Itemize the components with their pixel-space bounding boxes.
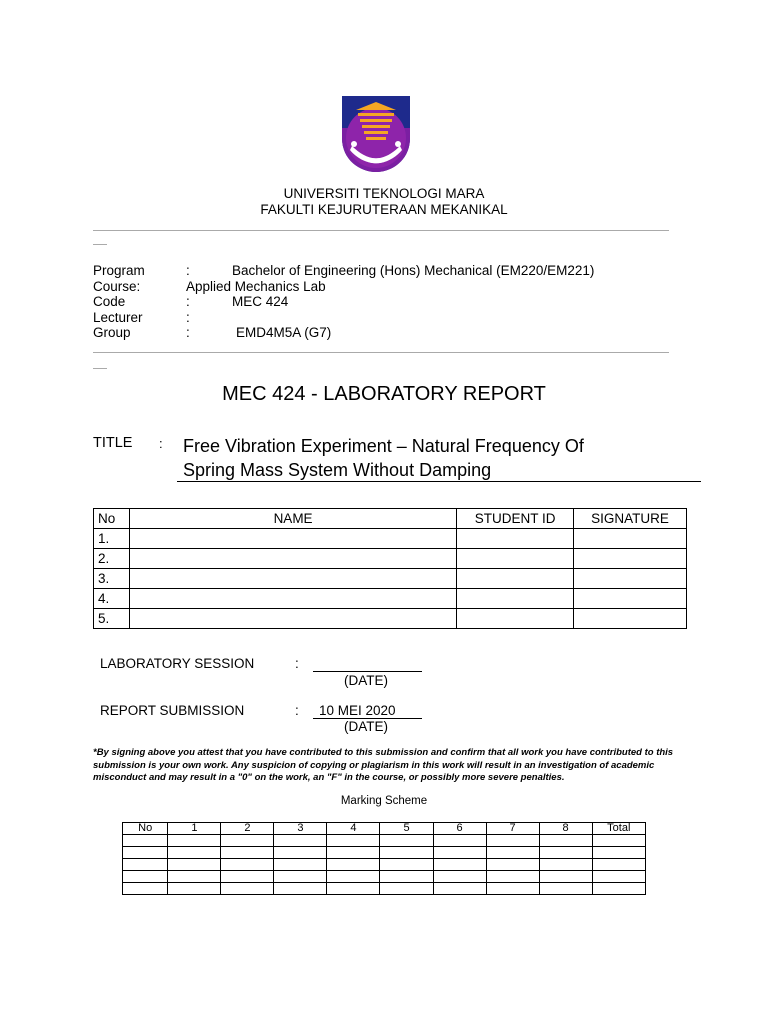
student-id-cell[interactable] xyxy=(457,569,574,589)
marks-cell[interactable] xyxy=(274,847,327,859)
name-cell[interactable] xyxy=(129,529,456,549)
title-underline xyxy=(177,481,701,482)
marks-cell[interactable] xyxy=(123,847,168,859)
table-row xyxy=(123,883,646,895)
table-row xyxy=(123,871,646,883)
column-header-no: No xyxy=(94,509,130,529)
marks-cell[interactable] xyxy=(539,847,592,859)
report-title-line-2: Spring Mass System Without Damping xyxy=(183,460,492,480)
lab-session-date-field[interactable] xyxy=(313,656,422,672)
marks-cell[interactable] xyxy=(123,835,168,847)
marks-cell[interactable] xyxy=(592,847,645,859)
divider xyxy=(93,230,669,231)
signature-cell[interactable] xyxy=(574,589,687,609)
marks-cell[interactable] xyxy=(592,835,645,847)
marks-header-6: 6 xyxy=(433,823,486,835)
marks-cell[interactable] xyxy=(592,883,645,895)
marks-cell[interactable] xyxy=(274,859,327,871)
table-header-row xyxy=(123,823,646,835)
row-number: 3. xyxy=(94,569,130,589)
marks-cell[interactable] xyxy=(221,859,274,871)
marks-cell[interactable] xyxy=(539,835,592,847)
report-submission-date-caption: (DATE) xyxy=(344,719,388,734)
marks-cell[interactable] xyxy=(433,871,486,883)
marks-cell[interactable] xyxy=(539,859,592,871)
report-submission-label: REPORT SUBMISSION xyxy=(100,703,245,718)
divider xyxy=(93,244,107,245)
table-row xyxy=(94,529,687,549)
marks-cell[interactable] xyxy=(539,871,592,883)
code-label: Code xyxy=(93,294,126,309)
signature-cell[interactable] xyxy=(574,549,687,569)
marks-cell[interactable] xyxy=(327,835,380,847)
marks-cell[interactable] xyxy=(221,883,274,895)
program-label: Program xyxy=(93,263,145,278)
lab-session-date-caption: (DATE) xyxy=(344,673,388,688)
code-colon: : xyxy=(186,294,190,309)
marks-cell[interactable] xyxy=(433,835,486,847)
code-value: MEC 424 xyxy=(232,294,289,309)
lab-session-label: LABORATORY SESSION xyxy=(100,656,255,671)
row-number: 1. xyxy=(94,529,130,549)
marks-cell[interactable] xyxy=(123,883,168,895)
marks-cell[interactable] xyxy=(123,871,168,883)
table-row xyxy=(94,609,687,629)
marks-cell[interactable] xyxy=(380,883,433,895)
table-row xyxy=(123,835,646,847)
lecturer-colon: : xyxy=(186,310,190,325)
group-value: EMD4M5A (G7) xyxy=(236,325,332,340)
marks-cell[interactable] xyxy=(168,847,221,859)
name-cell[interactable] xyxy=(129,609,456,629)
group-colon: : xyxy=(186,325,190,340)
row-number: 4. xyxy=(94,589,130,609)
row-number: 5. xyxy=(94,609,130,629)
marks-cell[interactable] xyxy=(221,871,274,883)
report-heading: MEC 424 - LABORATORY REPORT xyxy=(222,383,546,405)
marks-cell[interactable] xyxy=(380,871,433,883)
student-id-cell[interactable] xyxy=(457,589,574,609)
marks-cell[interactable] xyxy=(539,883,592,895)
title-colon: : xyxy=(159,436,163,451)
marks-cell[interactable] xyxy=(123,859,168,871)
table-header-row xyxy=(94,509,687,529)
university-crest-icon xyxy=(340,94,412,174)
student-id-cell[interactable] xyxy=(457,529,574,549)
disclaimer-text: *By signing above you attest that you have contributed to this submission and confirm that all work you have contributed to this submission is your own work. Any suspicion of copying or plagiarism in this work will result in an investigation of academic misconduct and may result in a "0" on the work, an "F" in the course, or possibly more severe penalties. xyxy=(93,747,674,783)
marks-header-1: 1 xyxy=(168,823,221,835)
students-table xyxy=(93,508,687,629)
marking-scheme-title: Marking Scheme xyxy=(340,795,428,807)
marks-header-total: Total xyxy=(592,823,645,835)
marks-cell[interactable] xyxy=(168,871,221,883)
marks-header-no: No xyxy=(123,823,168,835)
course-label: Course: xyxy=(93,279,141,294)
marks-header-3: 3 xyxy=(274,823,327,835)
marks-cell[interactable] xyxy=(486,859,539,871)
marks-cell[interactable] xyxy=(274,871,327,883)
row-number: 2. xyxy=(94,549,130,569)
marks-header-4: 4 xyxy=(327,823,380,835)
column-header-signature: SIGNATURE xyxy=(574,509,687,529)
student-id-cell[interactable] xyxy=(457,549,574,569)
report-submission-colon: : xyxy=(295,703,299,718)
lab-session-colon: : xyxy=(295,656,299,671)
marks-cell[interactable] xyxy=(486,883,539,895)
marks-cell[interactable] xyxy=(221,847,274,859)
column-header-student-id: STUDENT ID xyxy=(457,509,574,529)
name-cell[interactable] xyxy=(129,549,456,569)
program-value: Bachelor of Engineering (Hons) Mechanical (EM220/EM221) xyxy=(232,263,595,278)
marks-cell[interactable] xyxy=(168,835,221,847)
table-row xyxy=(94,549,687,569)
name-cell[interactable] xyxy=(129,589,456,609)
name-cell[interactable] xyxy=(129,569,456,589)
column-header-name: NAME xyxy=(129,509,456,529)
marks-cell[interactable] xyxy=(274,883,327,895)
marks-cell[interactable] xyxy=(486,835,539,847)
group-label: Group xyxy=(93,325,131,340)
university-name: UNIVERSITI TEKNOLOGI MARA xyxy=(283,186,485,201)
lecturer-label: Lecturer xyxy=(93,310,143,325)
marks-cell[interactable] xyxy=(486,847,539,859)
report-title xyxy=(183,434,698,482)
title-label: TITLE xyxy=(93,435,133,451)
marks-header-7: 7 xyxy=(486,823,539,835)
marks-cell[interactable] xyxy=(274,835,327,847)
program-colon: : xyxy=(186,263,190,278)
marks-header-8: 8 xyxy=(539,823,592,835)
course-value: Applied Mechanics Lab xyxy=(186,279,326,294)
marks-cell[interactable] xyxy=(433,883,486,895)
marks-cell[interactable] xyxy=(380,847,433,859)
marks-cell[interactable] xyxy=(168,859,221,871)
table-row xyxy=(123,859,646,871)
marks-cell[interactable] xyxy=(327,883,380,895)
table-row xyxy=(94,569,687,589)
report-title-line-1: Free Vibration Experiment – Natural Frequency Of xyxy=(183,436,584,456)
marks-cell[interactable] xyxy=(433,847,486,859)
marks-cell[interactable] xyxy=(592,859,645,871)
signature-cell[interactable] xyxy=(574,569,687,589)
report-submission-date-field[interactable]: 10 MEI 2020 xyxy=(313,703,422,719)
marks-header-5: 5 xyxy=(380,823,433,835)
marks-cell[interactable] xyxy=(168,883,221,895)
signature-cell[interactable] xyxy=(574,529,687,549)
faculty-name: FAKULTI KEJURUTERAAN MEKANIKAL xyxy=(260,202,508,217)
marks-cell[interactable] xyxy=(592,871,645,883)
marks-cell[interactable] xyxy=(327,871,380,883)
marks-cell[interactable] xyxy=(486,871,539,883)
marks-cell[interactable] xyxy=(433,859,486,871)
marks-cell[interactable] xyxy=(380,835,433,847)
marks-cell[interactable] xyxy=(327,847,380,859)
marks-cell[interactable] xyxy=(327,859,380,871)
table-row xyxy=(123,847,646,859)
divider xyxy=(93,368,107,369)
student-id-cell[interactable] xyxy=(457,609,574,629)
marks-header-2: 2 xyxy=(221,823,274,835)
signature-cell[interactable] xyxy=(574,609,687,629)
marking-scheme-table xyxy=(122,822,646,895)
marks-cell[interactable] xyxy=(221,835,274,847)
marks-cell[interactable] xyxy=(380,859,433,871)
divider xyxy=(93,352,669,353)
table-row xyxy=(94,589,687,609)
